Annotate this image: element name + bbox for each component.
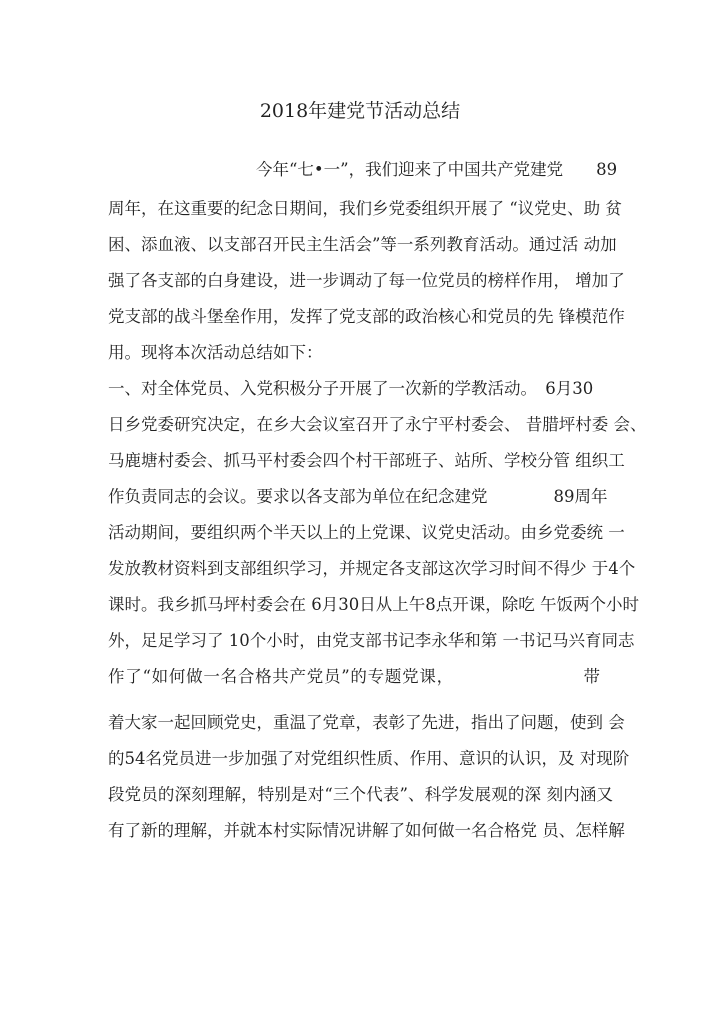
paragraph-line: 活动期间，要组织两个半天以上的上党课、议党史活动。由乡党委统 一 (108, 523, 625, 542)
paragraph-line: 党支部的战斗堡垒作用，发挥了党支部的政治核心和党员的先 锋模范作 (108, 307, 625, 326)
paragraph-line: 作了“如何做一名合格共产党员”的专题党课， 带 (108, 667, 600, 686)
section-heading-line: 一、对全体党员、入党积极分子开展了一次新的学教活动。 6月30 (108, 379, 594, 398)
paragraph-line: 作负责同志的会议。要求以各支部为单位在纪念建党 89周年 (108, 487, 608, 506)
paragraph-line: 的54名党员进一步加强了对党组织性质、作用、意识的认识，及 对现阶 (108, 749, 630, 768)
paragraph-line: 发放教材资料到支部组织学习，并规定各支部这次学习时间不得少 于4个 (108, 559, 636, 578)
paragraph-line: 有了新的理解，并就本村实际情况讲解了如何做一名合格党 员、怎样解 (108, 821, 625, 840)
paragraph-line: 马鹿塘村委会、抓马平村委会四个村干部班子、站所、学校分管 组织工 (108, 451, 625, 470)
paragraph-line: 强了各支部的白身建设，进一步调动了每一位党员的榜样作用， 增加了 (108, 271, 625, 290)
paragraph-line: 段党员的深刻理解，特别是对“三个代表”、科学发展观的深 刻内涵又 (108, 785, 613, 804)
paragraph-line: 课时。我乡抓马坪村委会在 6月30日从上午8点开课，除吃 午饭两个小时 (108, 595, 639, 614)
paragraph-line: 日乡党委研究决定，在乡大会议室召开了永宁平村委会、 昔腊坪村委 会、 (108, 415, 647, 434)
paragraph-line: 用。现将本次活动总结如下： (108, 343, 323, 362)
paragraph-line: 周年，在这重要的纪念日期间，我们乡党委组织开展了 “议党史、助 贫 (108, 199, 622, 218)
document-title: 2018年建党节活动总结 (259, 100, 461, 122)
paragraph-line: 困、添血液、以支部召开民主生活会”等一系列教育活动。通过活 动加 (108, 235, 617, 254)
paragraph-line: 今年“七•一”，我们迎来了中国共产党建党 89 (256, 160, 618, 179)
paragraph-line: 着大家一起回顾党史，重温了党章，表彰了先进，指出了问题，使到 会 (108, 713, 625, 732)
paragraph-line: 外，足足学习了 10个小时，由党支部书记李永华和第 一书记马兴育同志 (108, 631, 635, 650)
